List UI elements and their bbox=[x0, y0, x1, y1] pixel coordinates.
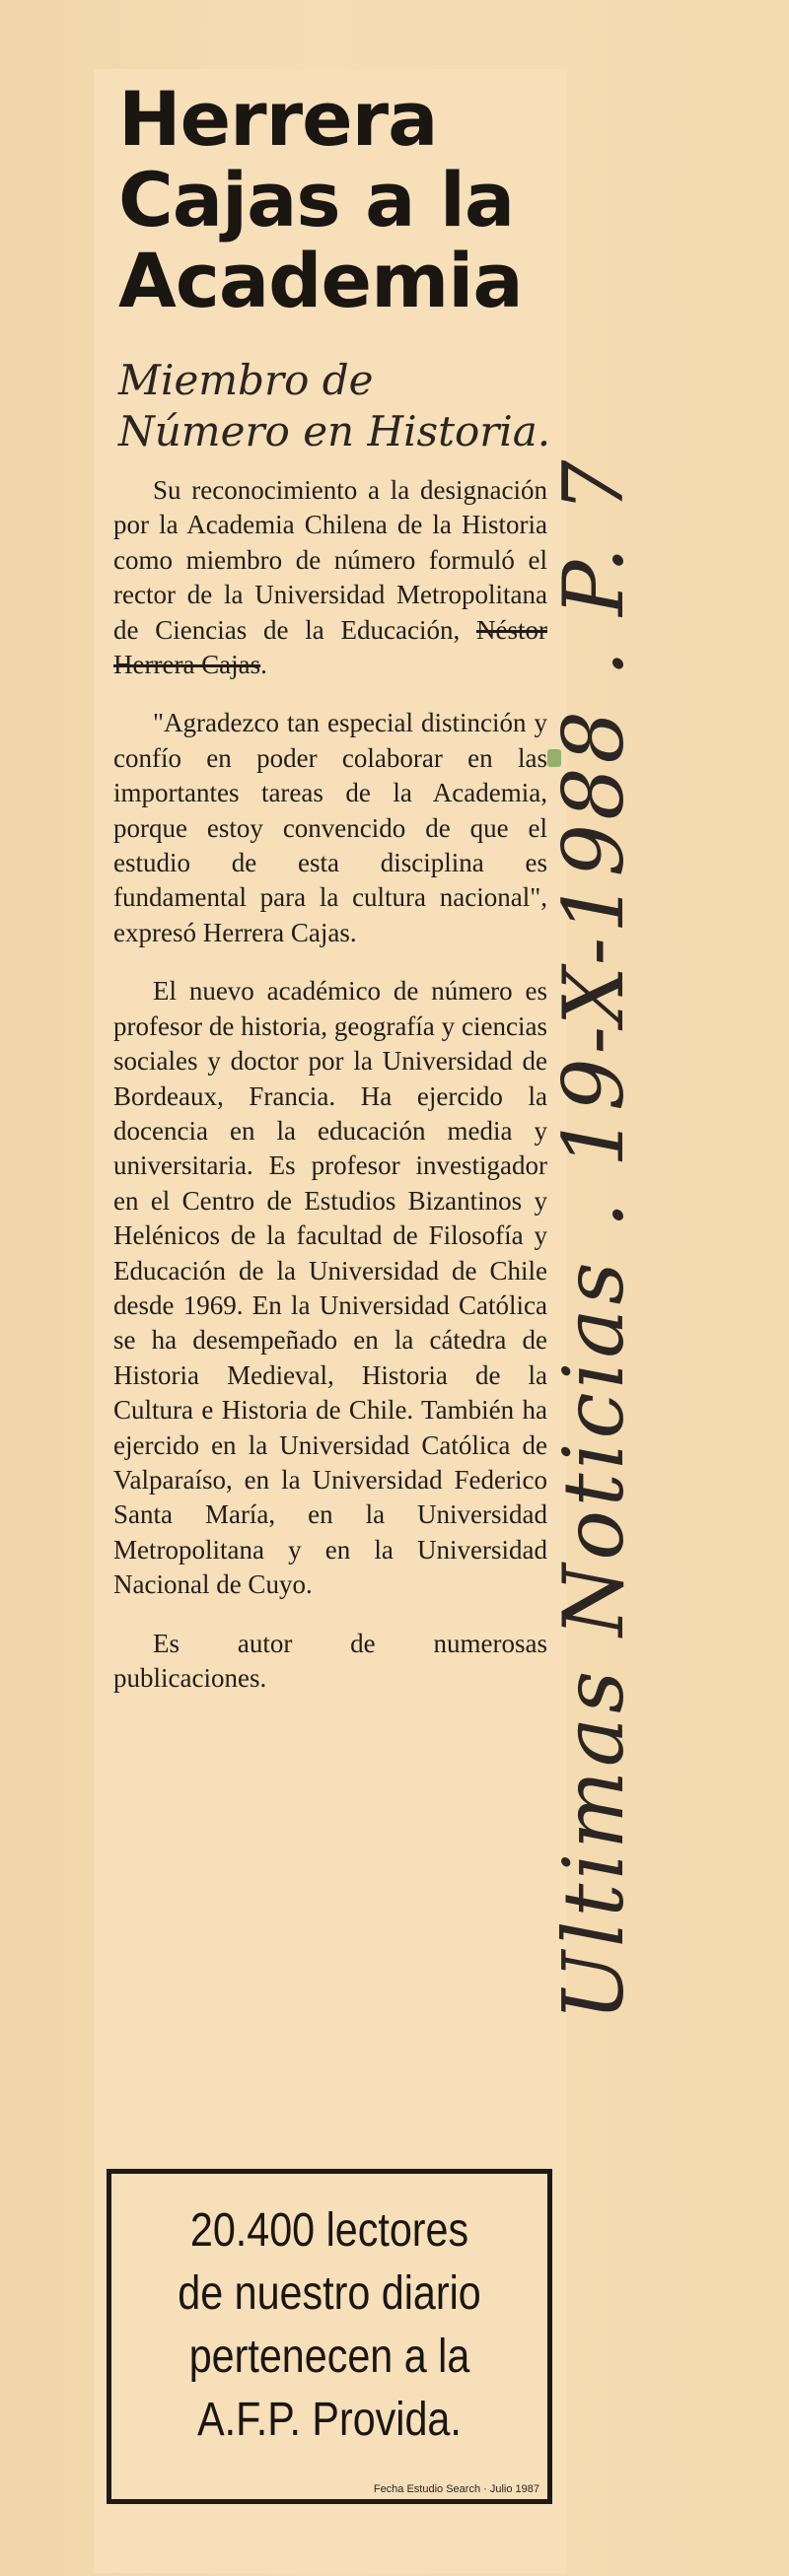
paragraph-1-text: Su reconocimiento a la designación por la Academia Chilena de la Historia como miembro de número formuló el rector de la Universidad Metropolitana de Ciencias de la Educación, bbox=[113, 475, 547, 645]
struck-name: Néstor Herrera Cajas bbox=[113, 614, 547, 680]
advertisement-text bbox=[142, 2199, 517, 2452]
ad-line-4: A.F.P. Provida. bbox=[197, 2394, 462, 2446]
paragraph-1 bbox=[113, 473, 547, 682]
article-subhead: Miembro de Número en Historia. bbox=[118, 356, 551, 455]
article-headline bbox=[118, 75, 552, 324]
headline-line-1: Herrera bbox=[118, 75, 438, 163]
handwritten-source-note: Ultimas Noticias . 19-X-1988 . P. 7 bbox=[545, 455, 642, 2021]
paragraph-1-end: . bbox=[260, 650, 267, 680]
ad-line-2: de nuestro diario bbox=[178, 2267, 481, 2320]
paragraph-2: "Agradezco tan especial distinción y confío en poder colaborar en las importantes tareas de la Academia, porque estoy convencido de que el estudio de esta disciplina es fundamental para la cultura nacional", expresó Herrera Cajas. bbox=[113, 708, 547, 947]
advertisement-box bbox=[107, 2169, 552, 2504]
headline-line-3: Academia bbox=[118, 237, 523, 324]
ad-line-3: pertenecen a la bbox=[188, 2331, 470, 2383]
article-body bbox=[113, 473, 547, 1719]
headline-line-2: Cajas a la bbox=[118, 156, 515, 244]
paragraph-4: Es autor de numerosas publicaciones. bbox=[113, 1628, 547, 1693]
paragraph-3: El nuevo académico de número es profesor de historia, geografía y ciencias sociales y doctor por la Universidad de Bordeaux, Francia. Ha ejercido la docencia en la educación media y universitaria. Es profesor investigador en el Centro de Estudios Bizantinos y Helénicos de la facultad de Filosofía y Educación de la Universidad de Chile desde 1969. En la Universidad Católica se ha desempeñado en la cátedra de Historia Medieval, Historia de la Cultura e Historia de Chile. También ha ejercido en la Universidad Católica de Valparaíso, en la Universidad Federico Santa María, en la Universidad Metropolitana y en la Universidad Nacional de Cuyo. bbox=[113, 976, 547, 1600]
ad-line-1: 20.400 lectores bbox=[189, 2204, 469, 2257]
ad-fine-print: Fecha Estudio Search · Julio 1987 bbox=[373, 2483, 539, 2495]
